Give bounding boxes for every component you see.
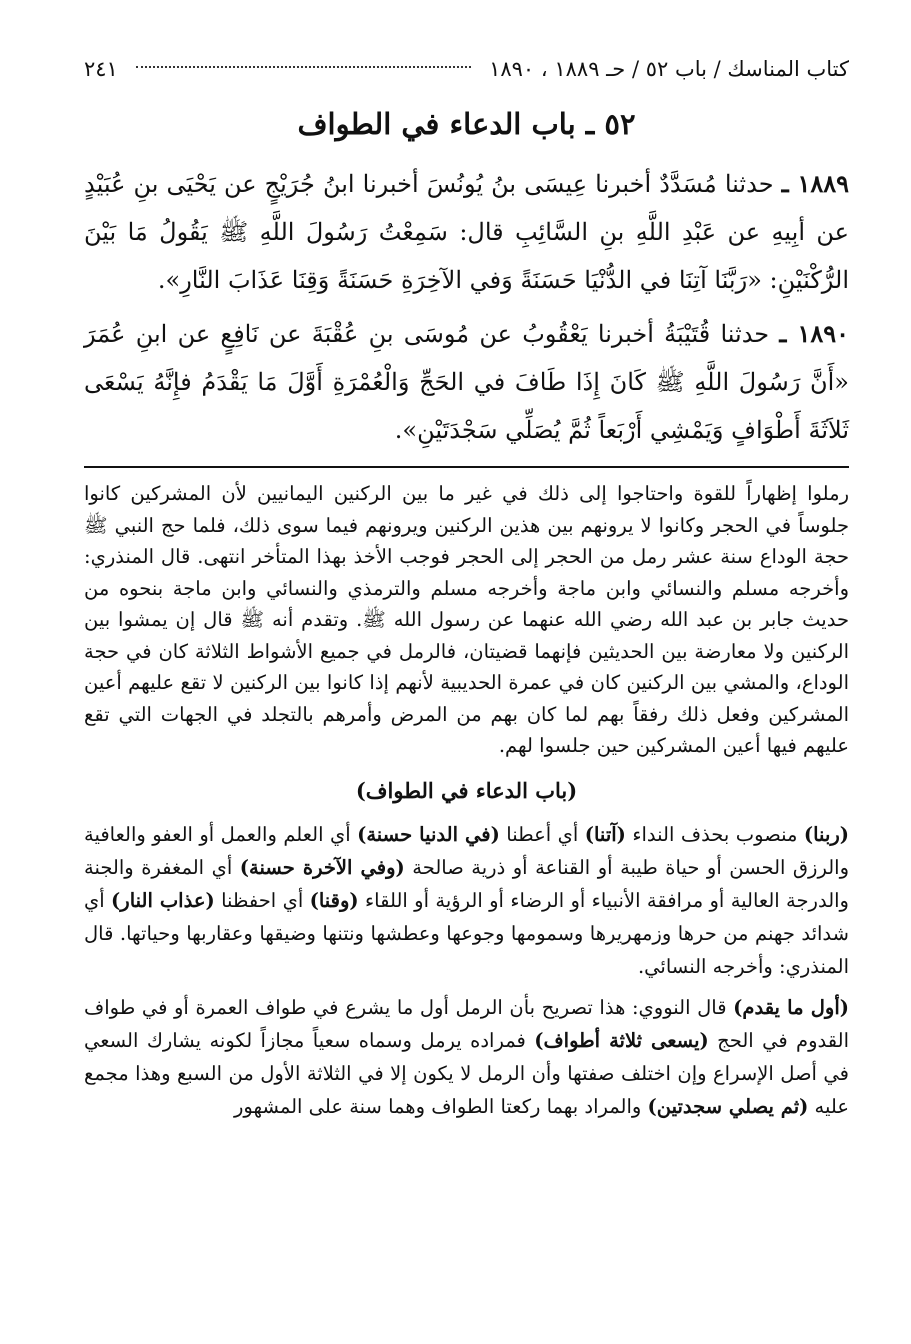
keyword: (وفي الآخرة حسنة) <box>239 855 405 879</box>
keyword: (يسعى ثلاثة أطواف) <box>534 1028 709 1052</box>
explanation-text: والمراد بهما ركعتا الطواف وهما سنة على المشهور <box>233 1094 648 1118</box>
page-number: ٢٤١ <box>84 57 118 81</box>
explanation-text: أي المغفرة والجنة والدرجة العالية أو مرافقة الأنبياء أو الرضاء أو الرؤية أو اللقاء <box>84 855 849 912</box>
explanation-text: منصوب بحذف النداء <box>625 822 804 846</box>
hadith-number: ١٨٨٩ ـ <box>781 169 849 198</box>
explanation-text: أي شدائد جهنم من حرها وزمهريرها وسمومها وجوعها وعطشها ونتنها وضيقها وعقاربها وحياتها. قال المنذري: وأخرجه النسائي. <box>84 888 849 978</box>
hadith-1890 <box>84 310 849 454</box>
keyword: (آتنا) <box>584 822 626 846</box>
commentary-subheading: (باب الدعاء في الطواف) <box>355 777 578 803</box>
commentary-paragraph: رملوا إظهاراً للقوة واحتاجوا إلى ذلك في غير ما بين الركنين اليمانيين لأن المشركين كانوا جلوساً في الحجر وكانوا لا يرونهم بين هذين الركنين ويرونهم فيما سوى ذلك، فلما حج النبي ﷺ حجة الوداع سنة عشر رمل من الحجر إلى الحجر فوجب الأخذ بهذا المتأخر انتهى. قال المنذري: وأخرجه مسلم والنسائي وابن ماجة وأخرجه مسلم والترمذي والنسائي وابن ماجة بنحوه من حديث جابر بن عبد الله رضي الله عنهما عن رسول الله ﷺ. وتقدم أنه ﷺ قال إن يمشوا بين الركنين ولا معارضة بين الحديثين فإنهما قضيتان، فالرمل في جميع الأشواط الثلاثة كان في حجة الوداع، والمشي بين الركنين كان في عمرة الحديبية لأنهم إذا كانوا بين الركنين لا تقع عليهم أعين المشركين وفعل ذلك رفقاً بهم لما كان بهم من المرض وأمرهم بالتجلد في الجهات التي تقع عليهم فيها أعين المشركين حين جلسوا لهم. <box>84 482 849 757</box>
hadith-1889 <box>84 160 849 304</box>
chapter-title: ٥٢ ـ باب الدعاء في الطواف <box>297 107 636 141</box>
header-title: كتاب المناسك / باب ٥٢ / حـ ١٨٨٩ ، ١٨٩٠ <box>489 57 849 81</box>
hadith-text: حدثنا قُتَيْبَةُ أخبرنا يَعْقُوبُ عن مُوسَى بنِ عُقْبَةَ عن نَافِعٍ عن ابنِ عُمَرَ «أَنَّ رَسُولَ اللَّهِ ﷺ كَانَ إِذَا طَافَ في الحَجِّ وَالْعُمْرَةِ أَوَّلَ مَا يَقْدَمُ فإِنَّهُ يَسْعَى ثَلاَثَةَ أَطْوَافٍ وَيَمْشِي أَرْبَعاً ثُمَّ يُصَلِّي سَجْدَتَيْنِ». <box>84 320 849 444</box>
keyword: (عذاب النار) <box>111 888 215 912</box>
explanation-text: أي أعطنا <box>499 822 585 846</box>
keyword: (وقنا) <box>309 888 359 912</box>
footnote-divider <box>84 466 849 468</box>
running-header <box>84 52 849 86</box>
explanation-text: أي احفظنا <box>214 888 310 912</box>
explanation-text: أي العلم والعمل أو العفو والعافية والرزق الحسن أو حياة طيبة أو القناعة أو ذرية صالحة <box>84 822 850 879</box>
commentary-paragraph-dua <box>84 818 849 983</box>
explanation-text: قال النووي: هذا تصريح بأن الرمل أول ما يشرع في طواف العمرة أو في طواف القدوم في الحج <box>84 995 850 1052</box>
hadith-text: حدثنا مُسَدَّدٌ أخبرنا عِيسَى بنُ يُونُسَ أخبرنا ابنُ جُرَيْجٍ عن يَحْيَى بنِ عُبَيْدٍ عن أبِيهِ عن عَبْدِ اللَّهِ بنِ السَّائِبِ قال: سَمِعْتُ رَسُولَ اللَّهِ ﷺ يَقُولُ مَا بَيْنَ الرُّكْنَيْنِ: «رَبَّنَا آتِنَا في الدُّنْيَا حَسَنَةً وَفي الآخِرَةِ حَسَنَةً وَقِنَا عَذَابَ النَّارِ». <box>84 170 849 294</box>
dotted-leader <box>136 66 471 68</box>
keyword: (في الدنيا حسنة) <box>357 822 500 846</box>
hadith-number: ١٨٩٠ ـ <box>779 319 849 348</box>
keyword: (ثم يصلي سجدتين) <box>647 1094 809 1118</box>
commentary-paragraph-raml <box>84 991 849 1123</box>
explanation-text: فمراده يرمل وسماه سعياً مجازاً لكونه يشارك السعي في أصل الإسراع وإن اختلف صفتها وأن الرمل لا يكون إلا في الثلاثة الأول من السبع وهذا مجمع عليه <box>84 1028 849 1118</box>
keyword: (أول ما يقدم) <box>733 995 849 1019</box>
keyword: (ربنا) <box>803 822 850 846</box>
